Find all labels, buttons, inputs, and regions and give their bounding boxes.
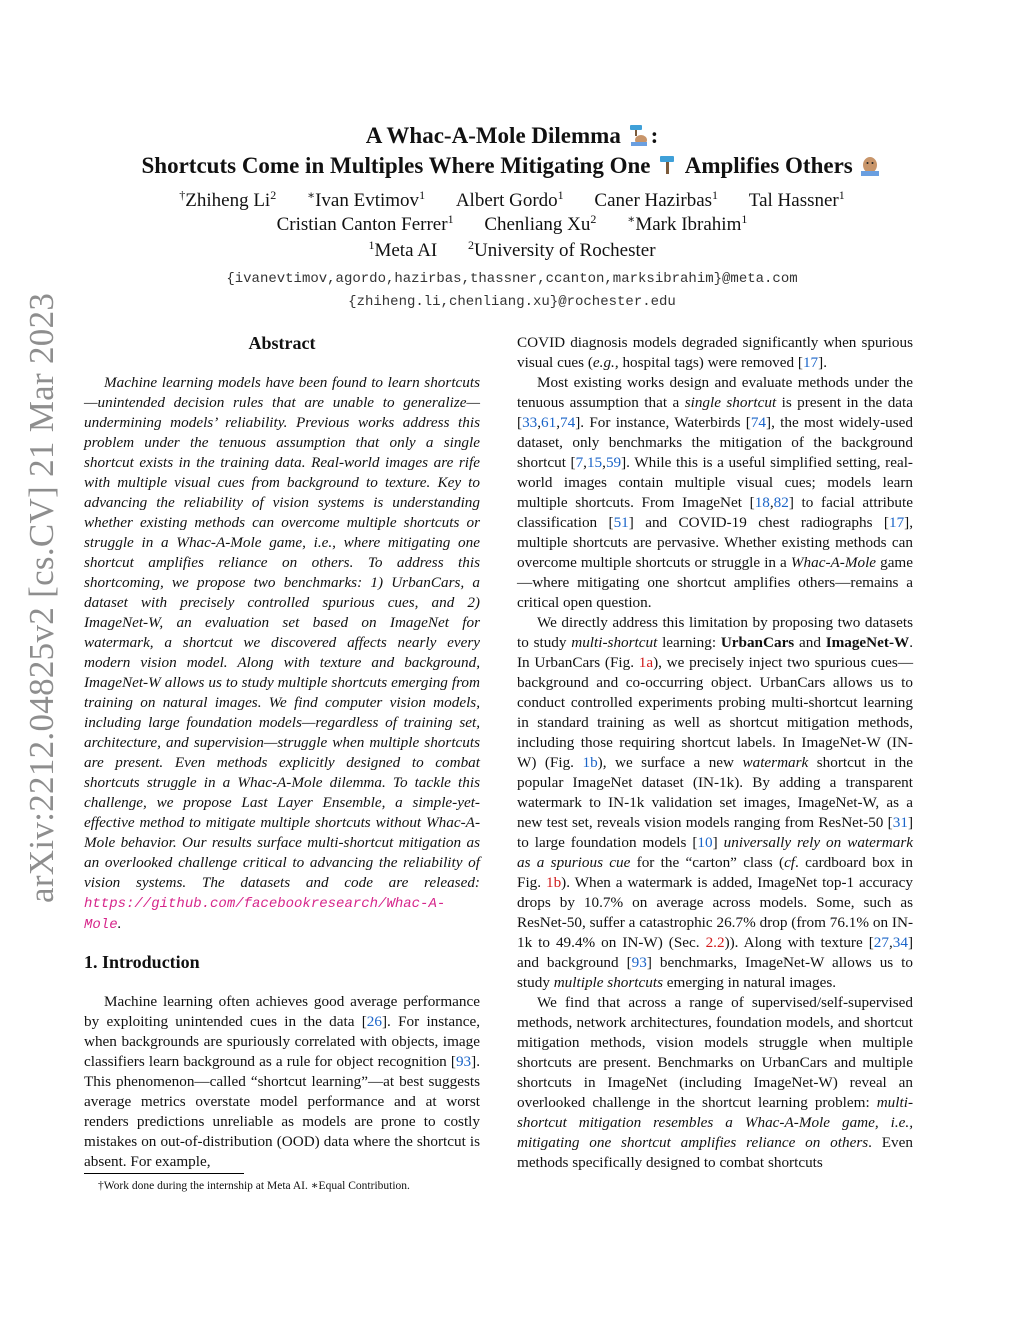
author: Tal Hassner$^1$ <box>748 188 845 211</box>
figure-link[interactable]: 1b <box>582 754 598 771</box>
citation-link[interactable]: 34 <box>892 934 908 951</box>
title-text-2: Shortcuts Come in Multiples Where Mitigating One <box>141 153 651 178</box>
mallet-icon <box>658 154 678 176</box>
mole-icon <box>860 154 880 176</box>
citation-link[interactable]: 93 <box>631 954 647 971</box>
arxiv-identifier: arXiv:2212.04825v2 [cs.CV] 21 Mar 2023 <box>22 292 61 903</box>
footnote-rule <box>84 1173 244 1174</box>
title-text-1b: : <box>650 123 659 148</box>
paper-title-line-2 <box>0 151 1024 181</box>
section-link[interactable]: 2.2 <box>705 934 725 951</box>
introduction-body: Machine learning often achieves good average performance by exploiting unintended cues in the data [26]. For instance, when backgrounds are spuriously correlated with objects, image classifiers learn background as a rule for object recognition [93]. This phenomenon—called “shortcut learning”—at best suggests average metrics overstate model performance and at worst renders predictions unreliable as models are prone to costly mistakes on out-of-distribution (OOD) data where the shortcut is absent. For example, <box>84 993 480 1170</box>
abstract-body: Machine learning models have been found to learn shortcuts—unintended decision rules that are unable to generalize—undermining models’ reliability. Previous works address this problem under the tenuous assumption that only a single shortcut exists in the training data. Real-world images are rife with multiple visual cues from background to texture. Key to advancing the reliability of vision systems is understanding whether existing methods can overcome multiple shortcuts or struggle in a Whac-A-Mole game, i.e., where mitigating one shortcut amplifies reliance on others. To address this shortcoming, we propose two benchmarks: 1) UrbanCars, a dataset with precisely controlled spurious cues, and 2) ImageNet-W, an evaluation set based on ImageNet for watermark, a shortcut we discovered affects nearly every modern vision model. Along with texture and background, ImageNet-W allows us to study multiple shortcuts emerging from training on natural images. We find computer vision models, including large foundation models—regardless of training set, architecture, and supervision—struggle when multiple shortcuts are present. Even methods explicitly designed to combat shortcuts struggle in a Whac-A-Mole dilemma. To tackle this challenge, we propose Last Layer Ensemble, a simple-yet-effective method to mitigate multiple shortcuts without Whac-A-Mole behavior. Our results surface multi-shortcut mitigation as an overlooked challenge critical to advancing the reliability of vision systems. The datasets and code are released: https://github.com/facebookresearch/Whac-A-Mole. <box>84 374 480 933</box>
paragraph: We find that across a range of supervised/self-supervised methods, network architectures, foundation models, and shortcut mitigation methods, vision models struggle when multiple shortcuts are present. Benchmarks on UrbanCars and multiple shortcuts in ImageNet (including ImageNet-W) reveal an overlooked challenge in the shortcut learning problem: multi-shortcut mitigation resembles a Whac-A-Mole game, i.e., mitigating one shortcut amplifies reliance on others. Even methods specifically designed to combat shortcuts <box>517 994 913 1171</box>
citation-link[interactable]: 31 <box>892 814 908 831</box>
citation-link[interactable]: 33 <box>522 414 538 431</box>
email-line-1: {ivanevtimov,agordo,hazirbas,thassner,ccanton,marksibrahim}@meta.com <box>226 271 798 287</box>
affiliation: $^2$University of Rochester <box>468 238 656 261</box>
citation-link[interactable]: 17 <box>802 354 819 371</box>
code-link[interactable]: https://github.com/facebookresearch/Whac-A-Mole <box>84 896 446 933</box>
author: Chenliang Xu$^2$ <box>484 212 597 235</box>
citation-link[interactable]: 26 <box>366 1013 382 1030</box>
author: ∗Ivan Evtimov$^1$ <box>306 188 426 211</box>
footnote: †Work done during the internship at Meta AI. ∗Equal Contribution. <box>98 1180 410 1192</box>
citation-link[interactable]: 82 <box>773 494 789 511</box>
affiliation: $^1$Meta AI <box>368 238 438 261</box>
citation-link[interactable]: 93 <box>455 1053 472 1070</box>
citation-link[interactable]: 59 <box>605 454 622 471</box>
citation-link[interactable]: 74 <box>750 414 767 431</box>
paragraph: COVID diagnosis models degraded significantly when spurious visual cues (e.g., hospital tags) were removed [17]. <box>517 334 913 371</box>
abstract-text: Machine learning models have been found to learn shortcuts—unintended decision rules that are unable to generalize—undermining models’ reliability. Previous works address this problem under the tenuous assumption that only a single shortcut exists in the training data. Real-world images are rife with multiple visual cues from background to texture. Key to advancing the reliability of vision systems is understanding whether existing methods can overcome multiple shortcuts or struggle in a Whac-A-Mole game, i.e., where mitigating one shortcut amplifies reliance on others. To address this shortcoming, we propose two benchmarks: 1) UrbanCars, a dataset with precisely controlled spurious cues, and 2) ImageNet-W, an evaluation set based on ImageNet for watermark, a shortcut we discovered affects nearly every modern vision model. Along with texture and background, ImageNet-W allows us to study multiple shortcuts emerging from training on natural images. We find computer vision models, including large foundation models—regardless of training set, architecture, and supervision—struggle when multiple shortcuts are present. Even methods explicitly designed to combat shortcuts struggle in a Whac-A-Mole dilemma. To tackle this challenge, we propose Last Layer Ensemble, a simple-yet-effective method to mitigate multiple shortcuts without Whac-A-Mole behavior. Our results surface multi-shortcut mitigation as an overlooked challenge critical to advancing the reliability of vision systems. The datasets and code are released: <box>84 374 480 891</box>
paper-title-line-1 <box>0 121 1024 151</box>
citation-link[interactable]: 27 <box>873 934 889 951</box>
title-text-2b: Amplifies Others <box>684 153 853 178</box>
citation-link[interactable]: 7 <box>575 454 584 471</box>
author: †Zhiheng Li$^2$ <box>179 188 277 211</box>
author: Caner Hazirbas$^1$ <box>594 188 719 211</box>
figure-link[interactable]: 1a <box>638 654 654 671</box>
author: Albert Gordo$^1$ <box>455 188 564 211</box>
citation-link[interactable]: 15 <box>586 454 603 471</box>
abstract-heading: Abstract <box>248 333 316 353</box>
citation-link[interactable]: 17 <box>888 514 905 531</box>
affiliations <box>0 239 1024 263</box>
citation-link[interactable]: 10 <box>697 834 713 851</box>
section-heading-introduction: 1. Introduction <box>84 952 200 972</box>
citation-link[interactable]: 61 <box>541 414 557 431</box>
email-line-2: {zhiheng.li,chenliang.xu}@rochester.edu <box>348 294 676 310</box>
right-column-body <box>517 333 913 1173</box>
citation-link[interactable]: 51 <box>613 514 629 531</box>
author: ∗Mark Ibrahim$^1$ <box>627 212 748 235</box>
author-line-2 <box>0 213 1024 237</box>
author-line-1 <box>0 189 1024 213</box>
citation-link[interactable]: 74 <box>560 414 576 431</box>
whac-a-mole-icon <box>629 124 649 146</box>
figure-link[interactable]: 1b <box>545 874 562 891</box>
paragraph: We directly address this limitation by proposing two datasets to study multi-shortcut learning: UrbanCars and ImageNet-W. In UrbanCars (Fig. 1a), we precisely inject two spurious cues—background and co-occurring object. UrbanCars allows us to conduct controlled experiments probing multi-shortcut learning in standard training as well as shortcut mitigation methods, including those requiring shortcut labels. In ImageNet-W (IN-W) (Fig. 1b), we surface a new watermark shortcut in the popular ImageNet dataset (IN-1k). By adding a transparent watermark to IN-1k validation set images, ImageNet-W, as a new test set, reveals vision models ranging from ResNet-50 [31] to large foundation models [10] universally rely on watermark as a spurious cue for the “carton” class (cf. cardboard box in Fig. 1b). When a watermark is added, ImageNet top-1 accuracy drops by 10.7% on average across models. Some, such as ResNet-50, suffer a catastrophic 26.7% drop (from 76.1% on IN-1k to 49.4% on IN-W) (Sec. 2.2)). Along with texture [27,34] and background [93] benchmarks, ImageNet-W allows us to study multiple shortcuts emerging in natural images. <box>517 614 914 991</box>
author: Cristian Canton Ferrer$^1$ <box>276 212 454 235</box>
citation-link[interactable]: 18 <box>754 494 770 511</box>
paragraph: Most existing works design and evaluate methods under the tenuous assumption that a single shortcut is present in the data [33,61,74]. For instance, Waterbirds [74], the most widely-used dataset, only benchmarks the mitigation of the background shortcut [7,15,59]. While this is a useful simplified setting, real-world images contain multiple visual cues; models learn multiple shortcuts. From ImageNet [18,82] to facial attribute classification [51] and COVID-19 chest radiographs [17], multiple shortcuts are pervasive. Whether existing methods can overcome multiple shortcuts or struggle in a Whac-A-Mole game—where mitigating one shortcut amplifies others—remains a critical open question. <box>517 374 914 611</box>
title-text-1: A Whac-A-Mole Dilemma <box>365 123 621 148</box>
